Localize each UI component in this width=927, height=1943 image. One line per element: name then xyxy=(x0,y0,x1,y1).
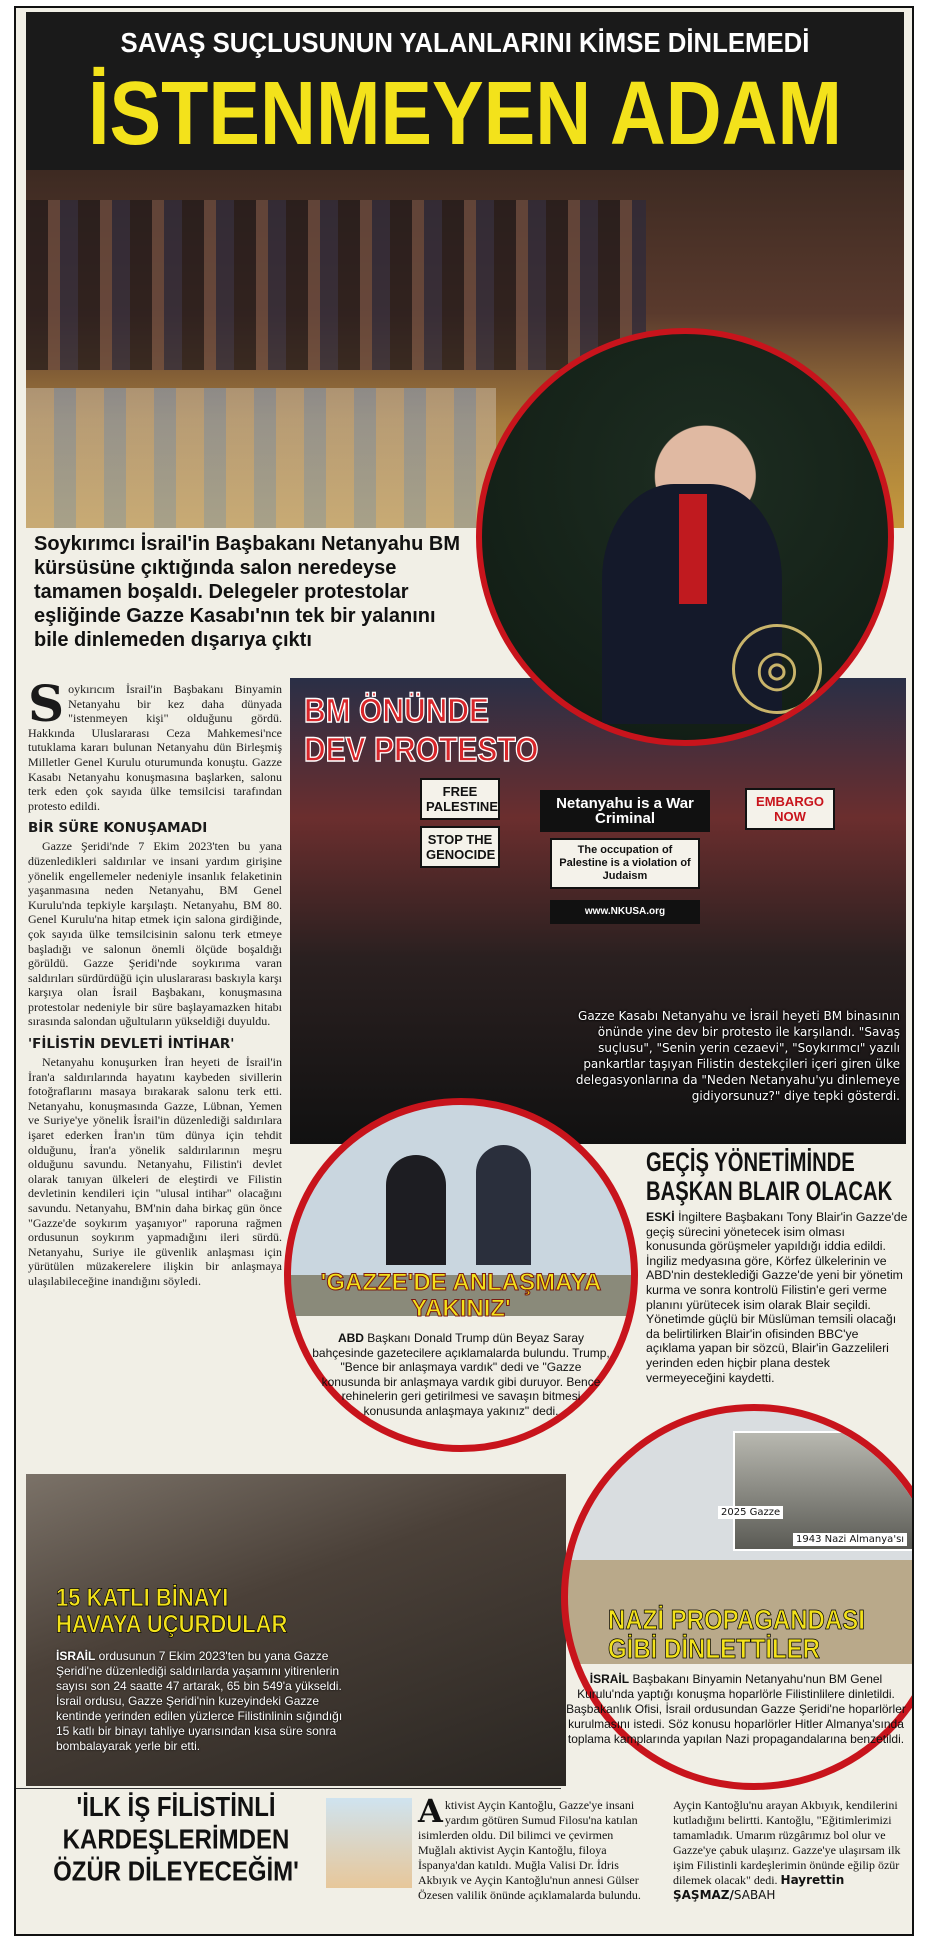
trump-photo xyxy=(284,1098,638,1452)
protest-sign: STOP THE GENOCIDE xyxy=(420,826,500,868)
rubble-body: ordusunun 7 Ekim 2023'ten bu yana Gazze Şeridi'ne düzenlediği saldırılarda yaşamını yitirenlerin sayısı son 24 saatte 47 artarak, 65 bin 549'a yükseldi. İsrail ordusu, Gazze Şeridi'nin kuzeyindeki Gazze kentinde yerinden edilen yüzlerce Filistinlinin sığındığı 15 katlı bir binayı tahliye uyarısından kısa süre sonra bombalayarak yerle bir etti. xyxy=(56,1649,343,1753)
newspaper-page xyxy=(14,6,914,1936)
protest-sign: EMBARGO NOW xyxy=(745,788,835,830)
lead-deck: Soykırımcı İsrail'in Başbakanı Netanyahu BM kürsüsüne çıktığında salon neredeyse tamamen boşaldı. Delegeler protestolar eşliğinde Gazze Kasabı'nın tek bir yalanını bile dinlemeden dışarıya çıktı xyxy=(34,533,461,651)
subheading: BİR SÜRE KONUŞAMADI xyxy=(28,820,208,837)
trump-caption xyxy=(311,1331,611,1418)
nazi-headline: NAZİ PROPAGANDASI GİBİ DİNLETTİLER xyxy=(608,1604,865,1665)
figure-officer xyxy=(476,1145,531,1265)
lead-word: İSRAİL xyxy=(56,1649,96,1663)
protest-sign: www.NKUSA.org xyxy=(550,900,700,924)
figure-tie xyxy=(679,494,707,604)
rubble-text xyxy=(56,1649,356,1754)
lead-word: İSRAİL xyxy=(589,1672,630,1686)
dropcap: A xyxy=(418,1792,443,1830)
label-2025: 2025 Gazze xyxy=(718,1506,783,1519)
lead-word: ABD xyxy=(337,1331,364,1345)
lead-word: ESKİ xyxy=(646,1210,675,1224)
protest-sign: The occupation of Palestine is a violation of Judaism xyxy=(550,838,700,889)
article-paragraph: Netanyahu konuşurken İran heyeti de İsrail'in İran'a saldırılarında hayatını kaybeden sivillerin fotoğraflarını masaya bırakarak salonu terk etti. Netanyahu, konuşmasında Gazze, Lübnan, Yemen ve Suriye'ye yönelik İsrail'in düzenlediği saldırılara işaret ederken İran'ın tüm dünya için tehdit olduğunu, İran'a yönelik saldırılarının meşru olduğunu savundu. Netanyahu, Filistin'i devlet olarak tanıyan ülkeleri de eleştirdi ve Filistin devletinin kendileri için "ulusal intihar" olacağını savundu. Netanyahu, BM'nin daha birkaç gün önce "Gazze'de soykırım yaşanıyor" raporuna rağmen ordusunun soykırım yapmadığını ileri sürdü. Netanyahu, Suriye ile güvenlik anlaşması için yürütülen müzakerelere ilişkin bir anlaşmaya ulaşılabileceğine inandığını söyledi. xyxy=(28,1055,282,1288)
assembly-seats xyxy=(26,388,496,528)
byline-paper: SABAH xyxy=(733,1888,776,1902)
protest-caption: Gazze Kasabı Netanyahu ve İsrail heyeti BM binasının önünde yine dev bir protesto ile karşılandı. "Savaş suçlusu", "Senin yerin cezaevi", "Soykırımcı" yazılı pankartlar taşıyan Filistin destekçileri içeri giren ülke delegasyonlarına da "Neden Netanyahu'yu dinlemeye gidiyorsunuz?" diye tepki gösterdi. xyxy=(575,1009,900,1103)
rubble-photo xyxy=(26,1474,566,1786)
rubble-headline: 15 KATLI BİNAYI HAVAYA UÇURDULAR xyxy=(56,1582,288,1639)
divider xyxy=(16,1788,561,1789)
main-headline: İSTENMEYEN ADAM xyxy=(88,64,842,164)
trump-caption-body: Başkanı Donald Trump dün Beyaz Saray bahçesinde gazetecilere açıklamalarda bulundu. Trump, "Bence bir anlaşmaya vardık" dedi ve "Gazze konusunda bir anlaşmaya vardık gibi duruyor. Bence rehinelerin geri getirilmesi ve savaşın bitmesi konusunda anlaşmaya yakınız" dedi. xyxy=(312,1331,610,1418)
label-1943: 1943 Nazi Almanya'sı xyxy=(793,1533,907,1546)
article-paragraph: oykırıcım İsrail'in Başbakanı Binyamin Netanyahu bir kez daha dünyada "istenmeyen kişi" olduğunu gördü. Hakkında Uluslararası Ceza Mahkemesi'nce tutuklama kararı bulunan Netanyahu dün Birleşmiş Milletler Genel Kurulu oturumunda konuştu. Gazze Kasabı Netanyahu konuşmasına başlarken, salonu terk eden çok sayıda ülke temsilcisi tarafından protesto edildi. xyxy=(28,682,282,813)
activist-article xyxy=(418,1792,908,1903)
trump-headline: 'GAZZE'DE ANLAŞMAYA YAKINIZ' xyxy=(320,1269,602,1322)
figure-trump xyxy=(386,1155,446,1265)
main-article xyxy=(28,674,282,1289)
netanyahu-photo xyxy=(476,328,894,746)
protest-photo xyxy=(290,678,906,1144)
walkout-crowd xyxy=(26,200,646,370)
kicker: SAVAŞ SUÇLUSUNUN YALANLARINI KİMSE DİNLEMEDİ xyxy=(120,27,810,58)
byline-name: Hayrettin ŞAŞMAZ/ xyxy=(673,1873,845,1902)
activist-body: ktivist Ayçin Kantoğlu, Gazze'ye insani yardım götüren Sumud Filosu'na katılan isimlerden oldu. Dil bilimci ve çevirmen Muğlalı aktivist Ayçin Kantoğlu, filoya İspanya'dan katıldı. Muğla Valisi Dr. İdris Akbıyık ve Ayçin Kantoğlu'nun annesi Gülser Özesen valilik önünde açıklamalarda bulundu. Ayçin Kantoğlu'nu arayan Akbıyık, kendilerini kutladığını belirtti. Kantoğlu, "Eğitimlerimizi tamamladık. Umarım rüzgârımız bol olur ve Gazze'ye çabuk ulaşırız. Gazze'ye ulaşırsam ilk işim Filistinli kardeşlerimin önünde eğilip özür dilemek olacak" dedi. xyxy=(418,1798,901,1902)
article-paragraph: Gazze Şeridi'nde 7 Ekim 2023'ten bu yana düzenledikleri saldırılar ve insani yardım girişine yönelik engellemeler nedeniyle insanlık felaketinin yaşanmasına neden Netanyahu, BM Genel Kurulu'nda tepkiyle karşılaştı. Netanyahu, BM 80. Genel Kurulu'na hitap etmek için salona girdiğinde, çok sayıda ülke temsilcisinin salonu terk etmeye başladığı ve salonun önemli ölçüde boşaldığı görüldü. Gazze Şeridi'nde soykırıma varan saldırıları sürdürdüğü için uluslararası baskıyla karşı karşıya olan İsrail Başbakanı, konuşmasına protestolar nedeniyle bir süre başlayamazken hitabı sırasında salondan uğultuların yükseldiği duyuldu. xyxy=(28,839,282,1029)
blair-article xyxy=(646,1148,908,1385)
bottom-headline: 'İLK İŞ FİLİSTİNLİ KARDEŞLERİMDEN ÖZÜR DİLEYECEĞİM' xyxy=(53,1792,299,1888)
blair-headline: GEÇİŞ YÖNETİMİNDE BAŞKAN BLAIR OLACAK xyxy=(646,1146,893,1206)
page-header xyxy=(26,12,904,170)
dropcap: S xyxy=(28,674,65,733)
blair-text xyxy=(646,1210,908,1385)
blair-body: İngiltere Başbakanı Tony Blair'in Gazze'de geçiş sürecini yönetecek isim olması konusunda görüşmeler yapıldığı iddia edildi. İngiliz medyasına göre, Körfez ülkelerinin ve ABD'nin desteklediği Gazze'de yeni bir yönetim kurma ve sonra kontrolü Filistin'e geri verme planını yürütecek isim olarak Blair seçildi. Yönetimde güçlü bir Müslüman temsili olacağı da belirtilirken Blair'in ofisinden BBC'ye açıklama yapan bir sözcü, Blair'in Gazzelileri yerinden eden hiçbir plana destek vermeyeceğini kaydetti. xyxy=(646,1210,908,1385)
protest-sign: Netanyahu is a War Criminal xyxy=(540,790,710,832)
protest-headline: BM ÖNÜNDE DEV PROTESTO xyxy=(304,692,539,770)
protest-sign: FREE PALESTINE xyxy=(420,778,500,820)
activist-photo xyxy=(326,1798,412,1888)
nazi-text xyxy=(561,1672,911,1747)
un-emblem-icon: ◎ xyxy=(732,624,822,714)
nazi-body: Başbakanı Binyamin Netanyahu'nun BM Genel Kurulu'nda yaptığı konuşma hoparlörle Filistinlilere dinletildi. Başbakanlık Ofisi, İsrail ordusundan Gazze Şeridi'ne hoparlörler kurulmasını istedi. Söz konusu hoparlörler Hitler Almanya'sında toplama kamplarında yapılan Nazi propagandalarına benzetildi. xyxy=(566,1672,906,1746)
subheading: 'FİLİSTİN DEVLETİ İNTİHAR' xyxy=(28,1036,235,1053)
